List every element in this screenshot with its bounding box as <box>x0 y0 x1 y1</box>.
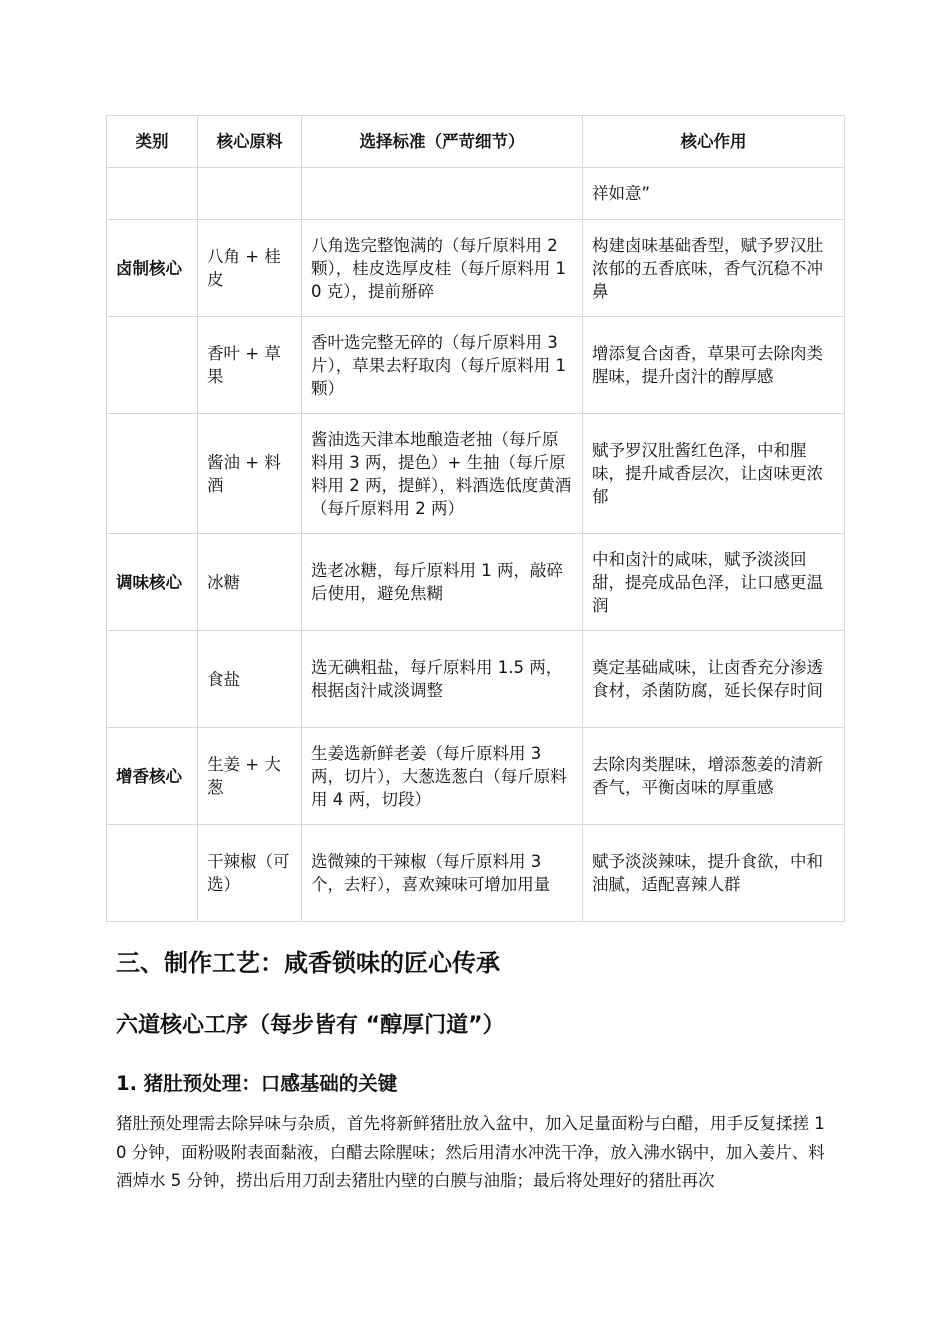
table-row <box>107 534 845 631</box>
cell-ingredient: 食盐 <box>198 631 302 728</box>
ingredient-table <box>106 115 845 922</box>
cell-effect: 赋予淡淡辣味，提升食欲，中和油腻，适配喜辣人群 <box>583 825 845 922</box>
section-heading: 三、制作工艺：咸香锁味的匠心传承 <box>116 949 500 977</box>
step-heading: 1. 猪肚预处理：口感基础的关键 <box>116 1072 398 1095</box>
header-ingredient: 核心原料 <box>198 116 302 168</box>
table-header-row <box>107 116 845 168</box>
cell-standard: 生姜选新鲜老姜（每斤原料用 3 两，切片），大葱选葱白（每斤原料用 4 两，切段） <box>302 728 583 825</box>
cell-standard: 香叶选完整无碎的（每斤原料用 3 片），草果去籽取肉（每斤原料用 1 颗） <box>302 317 583 414</box>
table-row <box>107 728 845 825</box>
cell-category: 增香核心 <box>107 728 198 825</box>
table-row <box>107 220 845 317</box>
cell-effect: 祥如意” <box>583 168 845 220</box>
cell-category <box>107 168 198 220</box>
cell-ingredient: 干辣椒（可选） <box>198 825 302 922</box>
header-standard: 选择标准（严苛细节） <box>302 116 583 168</box>
cell-effect: 去除肉类腥味，增添葱姜的清新香气，平衡卤味的厚重感 <box>583 728 845 825</box>
cell-standard: 选微辣的干辣椒（每斤原料用 3 个，去籽），喜欢辣味可增加用量 <box>302 825 583 922</box>
cell-effect: 构建卤味基础香型，赋予罗汉肚浓郁的五香底味，香气沉稳不冲鼻 <box>583 220 845 317</box>
subsection-heading: 六道核心工序（每步皆有 “醇厚门道”） <box>116 1013 505 1038</box>
cell-ingredient: 酱油 + 料酒 <box>198 414 302 534</box>
cell-ingredient: 冰糖 <box>198 534 302 631</box>
cell-standard: 八角选完整饱满的（每斤原料用 2 颗），桂皮选厚皮桂（每斤原料用 10 克），提前掰碎 <box>302 220 583 317</box>
cell-effect: 奠定基础咸味，让卤香充分渗透食材，杀菌防腐，延长保存时间 <box>583 631 845 728</box>
cell-standard: 选无碘粗盐，每斤原料用 1.5 两，根据卤汁咸淡调整 <box>302 631 583 728</box>
cell-category: 卤制核心 <box>107 220 198 317</box>
cell-category <box>107 317 198 414</box>
cell-standard: 酱油选天津本地酿造老抽（每斤原料用 3 两，提色）+ 生抽（每斤原料用 2 两，提鲜），料酒选低度黄酒（每斤原料用 2 两） <box>302 414 583 534</box>
table-row <box>107 168 845 220</box>
table-row <box>107 414 845 534</box>
cell-effect: 中和卤汁的咸味，赋予淡淡回甜，提亮成品色泽，让口感更温润 <box>583 534 845 631</box>
step-paragraph: 猪肚预处理需去除异味与杂质，首先将新鲜猪肚放入盆中，加入足量面粉与白醋，用手反复揉搓 10 分钟，面粉吸附表面黏液，白醋去除腥味；然后用清水冲洗干净，放入沸水锅中，加入姜片、料酒焯水 5 分钟，捞出后用刀刮去猪肚内壁的白膜与油脂；最后将处理好的猪肚再次 <box>116 1114 825 1190</box>
cell-effect: 增添复合卤香，草果可去除肉类腥味，提升卤汁的醇厚感 <box>583 317 845 414</box>
cell-category: 调味核心 <box>107 534 198 631</box>
table-row <box>107 825 845 922</box>
cell-standard <box>302 168 583 220</box>
cell-ingredient: 香叶 + 草果 <box>198 317 302 414</box>
cell-ingredient: 生姜 + 大葱 <box>198 728 302 825</box>
cell-ingredient <box>198 168 302 220</box>
cell-standard: 选老冰糖，每斤原料用 1 两，敲碎后使用，避免焦糊 <box>302 534 583 631</box>
cell-ingredient: 八角 + 桂皮 <box>198 220 302 317</box>
table-row <box>107 631 845 728</box>
cell-category <box>107 414 198 534</box>
header-effect: 核心作用 <box>583 116 845 168</box>
cell-category <box>107 825 198 922</box>
table-row <box>107 317 845 414</box>
cell-effect: 赋予罗汉肚酱红色泽，中和腥味，提升咸香层次，让卤味更浓郁 <box>583 414 845 534</box>
cell-category <box>107 631 198 728</box>
header-category: 类别 <box>107 116 198 168</box>
